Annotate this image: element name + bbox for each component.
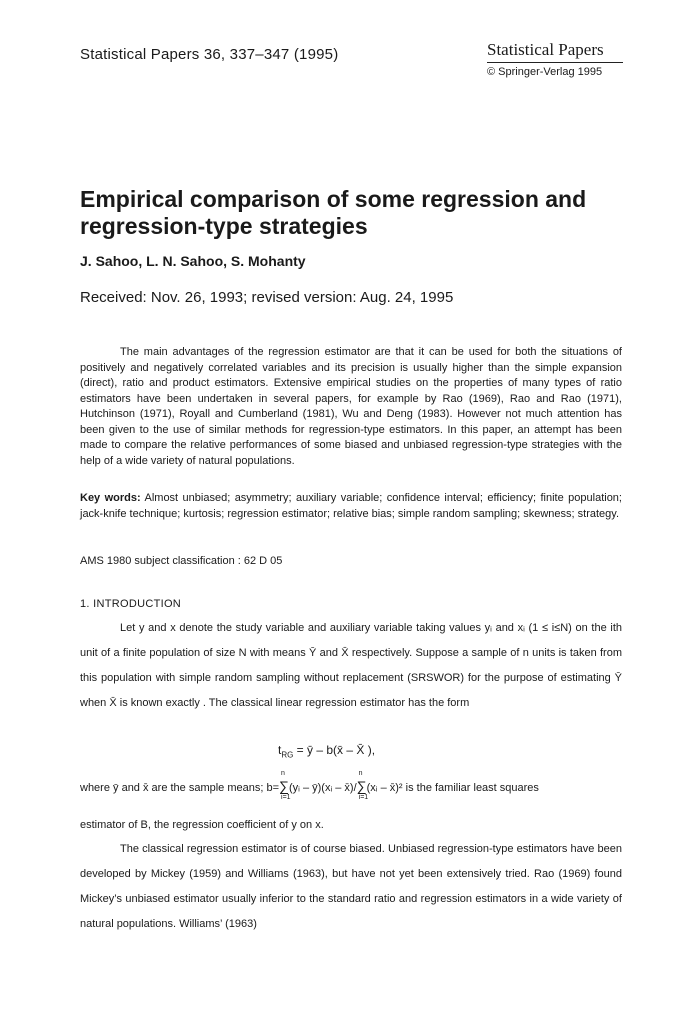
sum-term-2: (xᵢ – x̄)² is the familiar least squares: [366, 782, 539, 794]
keywords: [80, 491, 622, 522]
where-prefix: where ȳ and x̄ are the sample means; b=: [80, 782, 280, 794]
slope-definition: [80, 770, 622, 801]
formula-lhs: t: [278, 743, 282, 757]
paper-authors: J. Sahoo, L. N. Sahoo, S. Mohanty: [80, 253, 306, 269]
keywords-text: Almost unbiased; asymmetry; auxiliary variable; confidence interval; efficiency; finite population; jack-knife technique; kurtosis; regression estimator; relative bias; simple random sampling; skewness; strategy.: [80, 492, 622, 520]
sum-upper-limit: n: [358, 770, 363, 777]
formula-subscript: RG: [281, 750, 294, 760]
journal-masthead: [487, 40, 623, 78]
sum-term-1: (yᵢ – ȳ)(xᵢ – x̄)/: [289, 782, 357, 794]
keywords-label: Key words:: [80, 492, 141, 504]
summation-symbol: ∑ n i=1: [356, 770, 369, 801]
journal-name: Statistical Papers: [487, 40, 623, 63]
abstract: The main advantages of the regression estimator are that it can be used for both the situations of positively and negatively correlated variables and its precision is usually higher than the simple expansion (direct), ratio and product estimators. Extensive empirical studies on the properties of many types of ratio estimators have been undertaken in several papers, for example by Rao (1969), Rao and Rao (1971), Hutchinson (1971), Royall and Cumberland (1981), Wu and Deng (1983). However not much attention has been given to the use of similar methods for regression-type estimators. In this paper, an attempt has been made to compare the relative performances of some biased and unbiased regression-type strategies with the help of a wide variety of natural populations.: [80, 346, 622, 467]
summation-symbol: ∑ n i=1: [279, 770, 291, 801]
intro-paragraph-1: Let y and x denote the study variable and auxiliary variable taking values yᵢ and xᵢ (1 ≤ i≤N) on the ith unit of a finite population of size N with means Ȳ and X̄ respectively. Suppose a sample of n units is taken from this population with simple random sampling without replacement (SRSWOR) for the purpose of estimating Ȳ when X̄ is known exactly . The classical linear regression estimator has the form: [80, 622, 622, 709]
sum-upper-limit: n: [281, 770, 285, 777]
received-date: Received: Nov. 26, 1993; revised version: Aug. 24, 1995: [80, 289, 454, 306]
regression-estimator-formula: [278, 743, 375, 759]
copyright-notice: © Springer-Verlag 1995: [487, 66, 603, 78]
journal-citation: Statistical Papers 36, 337–347 (1995): [80, 46, 339, 63]
intro-paragraph-2: estimator of B, the regression coefficient of y on x.: [80, 819, 324, 831]
ams-classification: AMS 1980 subject classification : 62 D 05: [80, 555, 283, 567]
paper-title: Empirical comparison of some regression and regression-type strategies: [80, 186, 587, 239]
intro-paragraph-3: The classical regression estimator is of course biased. Unbiased regression-type estimators have been developed by Mickey (1959) and Williams (1963), but have not yet been extensively tried. Rao (1969) found Mickey’s unbiased estimator usually inferior to the standard ratio and regression estimators in a wide variety of natural populations. Williams’ (1963): [80, 843, 622, 930]
formula-rhs: = ȳ – b(x̄ – X̄ ),: [293, 743, 376, 757]
section-heading: 1. INTRODUCTION: [80, 598, 182, 610]
sum-lower-limit: i=1: [281, 794, 291, 801]
sum-lower-limit: i=1: [358, 794, 369, 801]
